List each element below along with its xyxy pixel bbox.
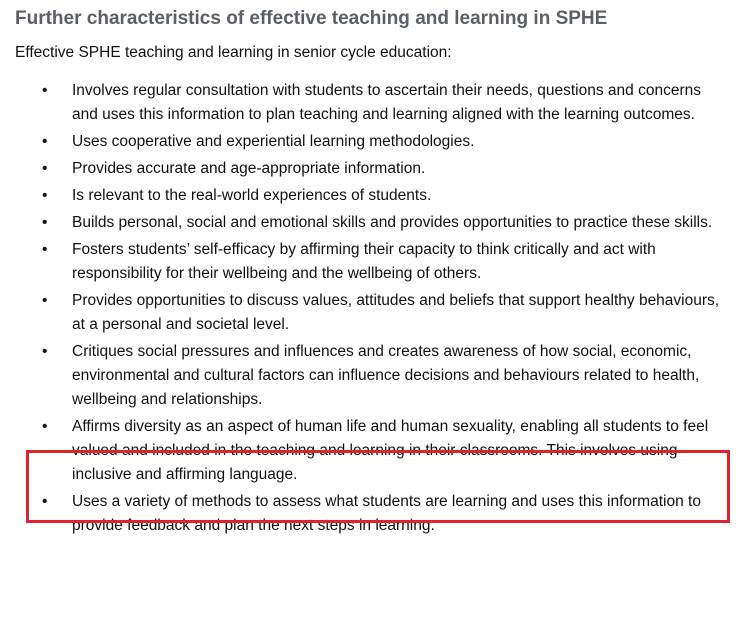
list-item-text: Involves regular consultation with students to ascertain their needs, questions and concerns and uses this information to plan teaching and learning aligned with the learning outcomes.	[72, 82, 701, 123]
list-item-text: Critiques social pressures and influences and creates awareness of how social, economic, environmental and cultural factors can influence decisions and behaviours related to health, wellbeing and relationships.	[72, 343, 700, 408]
bullet-icon: •	[42, 160, 48, 177]
section-title: Further characteristics of effective teaching and learning in SPHE	[15, 8, 608, 29]
bullet-icon: •	[42, 133, 48, 150]
list-item-text: Affirms diversity as an aspect of human life and human sexuality, enabling all students to feel valued and included in the teaching and learning in their classrooms. This involves using inclusive and affirming language.	[72, 418, 709, 483]
bullet-icon: •	[42, 292, 48, 309]
list-item-text: Provides opportunities to discuss values, attitudes and beliefs that support healthy behaviours, at a personal and societal level.	[72, 292, 720, 333]
list-item-highlighted	[0, 415, 736, 487]
bullet-icon: •	[42, 187, 48, 204]
list-item	[0, 289, 736, 337]
bullet-icon: •	[42, 214, 48, 231]
bullet-icon: •	[42, 343, 48, 360]
list-item	[0, 490, 736, 538]
bullet-icon: •	[42, 493, 48, 510]
list-item	[0, 157, 736, 181]
intro-text: Effective SPHE teaching and learning in senior cycle education:	[15, 44, 452, 61]
list-item-text: Uses a variety of methods to assess what students are learning and uses this information to provide feedback and plan the next steps in learning.	[72, 493, 701, 534]
bullet-icon: •	[42, 418, 48, 435]
list-item	[0, 340, 736, 412]
list-item-text: Provides accurate and age-appropriate information.	[72, 160, 426, 177]
list-item-text: Fosters students’ self-efficacy by affirming their capacity to think critically and act with responsibility for their wellbeing and the wellbeing of others.	[72, 241, 656, 282]
list-item-text: Is relevant to the real-world experiences of students.	[72, 187, 432, 204]
list-item	[0, 184, 736, 208]
characteristics-list	[0, 79, 736, 541]
list-item	[0, 211, 736, 235]
bullet-icon: •	[42, 241, 48, 258]
list-item	[0, 238, 736, 286]
list-item	[0, 79, 736, 127]
bullet-icon: •	[42, 82, 48, 99]
list-item	[0, 130, 736, 154]
list-item-text: Builds personal, social and emotional skills and provides opportunities to practice these skills.	[72, 214, 713, 231]
list-item-text: Uses cooperative and experiential learning methodologies.	[72, 133, 475, 150]
